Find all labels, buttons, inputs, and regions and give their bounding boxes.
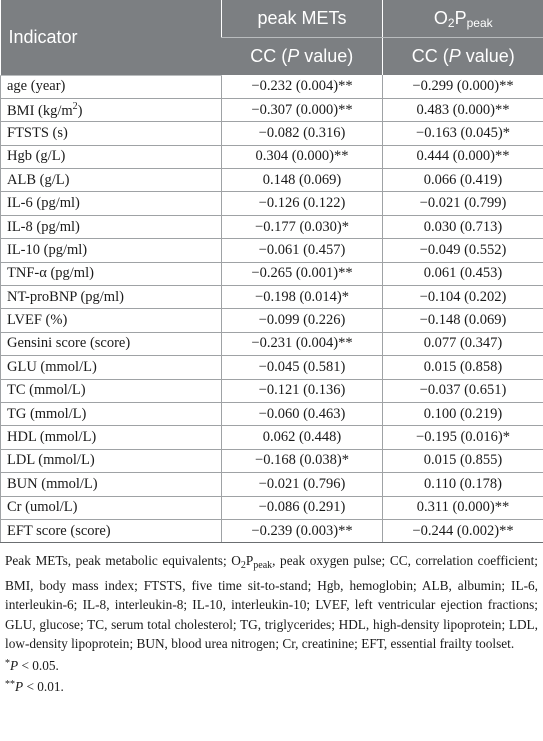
indicator-cell: IL-8 (pg/ml) bbox=[1, 215, 222, 238]
table-row bbox=[1, 286, 543, 309]
peak-mets-cell: −0.061 (0.457) bbox=[222, 239, 383, 262]
o2p-peak-cell: −0.104 (0.202) bbox=[383, 286, 543, 309]
table-row bbox=[1, 239, 543, 262]
peak-mets-cell: −0.045 (0.581) bbox=[222, 356, 383, 379]
indicator-cell: LDL (mmol/L) bbox=[1, 449, 222, 472]
indicator-cell: Gensini score (score) bbox=[1, 332, 222, 355]
o2p-peak-cell: 0.015 (0.855) bbox=[383, 449, 543, 472]
sig-mark: ** bbox=[5, 679, 15, 691]
indicator-cell: age (year) bbox=[1, 75, 222, 98]
o2p-peak-cell: −0.037 (0.651) bbox=[383, 379, 543, 402]
o2p-peak-cell: −0.195 (0.016)* bbox=[383, 426, 543, 449]
abbrev-sub: peak bbox=[253, 560, 273, 572]
table-row bbox=[1, 356, 543, 379]
indicator-cell: IL-10 (pg/ml) bbox=[1, 239, 222, 262]
table-row bbox=[1, 192, 543, 215]
table-row bbox=[1, 122, 543, 145]
peak-mets-cell: −0.099 (0.226) bbox=[222, 309, 383, 332]
header-cc-o2p bbox=[383, 38, 543, 76]
o2p-peak-cell: 0.030 (0.713) bbox=[383, 215, 543, 238]
peak-mets-cell: −0.198 (0.014)* bbox=[222, 286, 383, 309]
indicator-cell: ALB (g/L) bbox=[1, 169, 222, 192]
peak-mets-cell: −0.086 (0.291) bbox=[222, 496, 383, 519]
o2p-peak-cell: 0.066 (0.419) bbox=[383, 169, 543, 192]
peak-mets-cell: 0.304 (0.000)** bbox=[222, 145, 383, 168]
table-row bbox=[1, 449, 543, 472]
o2p-peak-cell: 0.077 (0.347) bbox=[383, 332, 543, 355]
table-row bbox=[1, 75, 543, 98]
header-indicator: Indicator bbox=[1, 0, 222, 75]
cc-label-part: value) bbox=[460, 46, 515, 66]
sig-text: < 0.05. bbox=[18, 657, 59, 673]
cc-label-p: P bbox=[448, 46, 461, 66]
peak-mets-cell: 0.062 (0.448) bbox=[222, 426, 383, 449]
indicator-cell: GLU (mmol/L) bbox=[1, 356, 222, 379]
peak-mets-cell: −0.239 (0.003)** bbox=[222, 519, 383, 542]
indicator-text: BMI (kg/m bbox=[7, 102, 73, 119]
abbrev-text: , peak oxygen pulse; CC, correlation coefficient; BMI, body mass index; FTSTS, five time sit-to-stand; Hgb, hemoglobin; ALB, albumin; IL-6, interleukin-6; IL-8, interleukin-8; IL-10, interleukin-10; LVEF, left ventricular ejection fractions; GLU, glucose; TC, serum total cholesterol; TG, triglycerides; HDL, high-density lipoprotein; LDL, low-density lipoprotein; BUN, blood urea nitrogen; Cr, creatinine; EFT, essential frailty toolset. bbox=[5, 553, 538, 652]
table-row bbox=[1, 496, 543, 519]
o2p-peak-cell: −0.244 (0.002)** bbox=[383, 519, 543, 542]
cc-label-p: P bbox=[287, 46, 300, 66]
indicator-text: ) bbox=[77, 102, 83, 119]
table-row bbox=[1, 379, 543, 402]
cc-label-part: value) bbox=[299, 46, 354, 66]
header-peak-mets: peak METs bbox=[222, 0, 383, 38]
table-row bbox=[1, 309, 543, 332]
indicator-cell: Hgb (g/L) bbox=[1, 145, 222, 168]
table-row bbox=[1, 145, 543, 168]
sig-p: P bbox=[15, 679, 24, 695]
o2p-peak-cell: 0.311 (0.000)** bbox=[383, 496, 543, 519]
peak-mets-cell: −0.232 (0.004)** bbox=[222, 75, 383, 98]
peak-mets-cell: 0.148 (0.069) bbox=[222, 169, 383, 192]
header-o2p-sub2: peak bbox=[466, 15, 493, 30]
table-row bbox=[1, 519, 543, 542]
table-row bbox=[1, 215, 543, 238]
peak-mets-cell: −0.082 (0.316) bbox=[222, 122, 383, 145]
header-o2p-base: O bbox=[433, 7, 448, 28]
peak-mets-cell: −0.231 (0.004)** bbox=[222, 332, 383, 355]
header-o2p-mid: P bbox=[454, 7, 467, 28]
table-row bbox=[1, 98, 543, 121]
table-header bbox=[1, 0, 543, 75]
table-row bbox=[1, 332, 543, 355]
abbrev-sub: 2 bbox=[240, 560, 246, 572]
o2p-peak-cell: −0.021 (0.799) bbox=[383, 192, 543, 215]
sig-p: P bbox=[10, 657, 19, 673]
indicator-cell: BUN (mmol/L) bbox=[1, 473, 222, 496]
indicator-cell: EFT score (score) bbox=[1, 519, 222, 542]
indicator-cell: TG (mmol/L) bbox=[1, 402, 222, 425]
sig-text: < 0.01. bbox=[23, 679, 64, 695]
o2p-peak-cell: −0.049 (0.552) bbox=[383, 239, 543, 262]
table-row bbox=[1, 169, 543, 192]
indicator-sup: 2 bbox=[72, 100, 78, 112]
table-row bbox=[1, 402, 543, 425]
table-row bbox=[1, 426, 543, 449]
peak-mets-cell: −0.177 (0.030)* bbox=[222, 215, 383, 238]
peak-mets-cell: −0.265 (0.001)** bbox=[222, 262, 383, 285]
peak-mets-cell: −0.060 (0.463) bbox=[222, 402, 383, 425]
header-cc-peak-mets bbox=[222, 38, 383, 76]
indicator-cell: HDL (mmol/L) bbox=[1, 426, 222, 449]
peak-mets-cell: −0.121 (0.136) bbox=[222, 379, 383, 402]
table-row bbox=[1, 473, 543, 496]
peak-mets-cell: −0.021 (0.796) bbox=[222, 473, 383, 496]
o2p-peak-cell: 0.015 (0.858) bbox=[383, 356, 543, 379]
indicator-cell: FTSTS (s) bbox=[1, 122, 222, 145]
peak-mets-cell: −0.126 (0.122) bbox=[222, 192, 383, 215]
peak-mets-cell: −0.168 (0.038)* bbox=[222, 449, 383, 472]
table-body bbox=[1, 75, 543, 543]
table-row bbox=[1, 262, 543, 285]
o2p-peak-cell: 0.444 (0.000)** bbox=[383, 145, 543, 168]
sig-mark: * bbox=[5, 657, 10, 669]
o2p-peak-cell: 0.483 (0.000)** bbox=[383, 98, 543, 121]
indicator-cell: LVEF (%) bbox=[1, 309, 222, 332]
peak-mets-cell: −0.307 (0.000)** bbox=[222, 98, 383, 121]
o2p-peak-cell: 0.061 (0.453) bbox=[383, 262, 543, 285]
header-o2p-peak bbox=[383, 0, 543, 38]
o2p-peak-cell: 0.110 (0.178) bbox=[383, 473, 543, 496]
cc-label-part: CC ( bbox=[250, 46, 288, 66]
abbreviation-note bbox=[5, 551, 538, 654]
indicator-cell: NT-proBNP (pg/ml) bbox=[1, 286, 222, 309]
table-footnotes bbox=[0, 543, 543, 697]
header-o2p-sub1: 2 bbox=[447, 15, 455, 30]
o2p-peak-cell: −0.299 (0.000)** bbox=[383, 75, 543, 98]
indicator-cell: Cr (umol/L) bbox=[1, 496, 222, 519]
indicator-cell: TC (mmol/L) bbox=[1, 379, 222, 402]
indicator-cell: IL-6 (pg/ml) bbox=[1, 192, 222, 215]
significance-note-2 bbox=[5, 675, 538, 697]
abbrev-text: Peak METs, peak metabolic equivalents; O bbox=[5, 553, 241, 569]
o2p-peak-cell: 0.100 (0.219) bbox=[383, 402, 543, 425]
abbrev-text: P bbox=[245, 553, 254, 569]
indicator-cell: TNF-α (pg/ml) bbox=[1, 262, 222, 285]
o2p-peak-cell: −0.148 (0.069) bbox=[383, 309, 543, 332]
o2p-peak-cell: −0.163 (0.045)* bbox=[383, 122, 543, 145]
cc-label-part: CC ( bbox=[411, 46, 449, 66]
indicator-cell bbox=[1, 98, 222, 121]
significance-note-1 bbox=[5, 654, 538, 676]
